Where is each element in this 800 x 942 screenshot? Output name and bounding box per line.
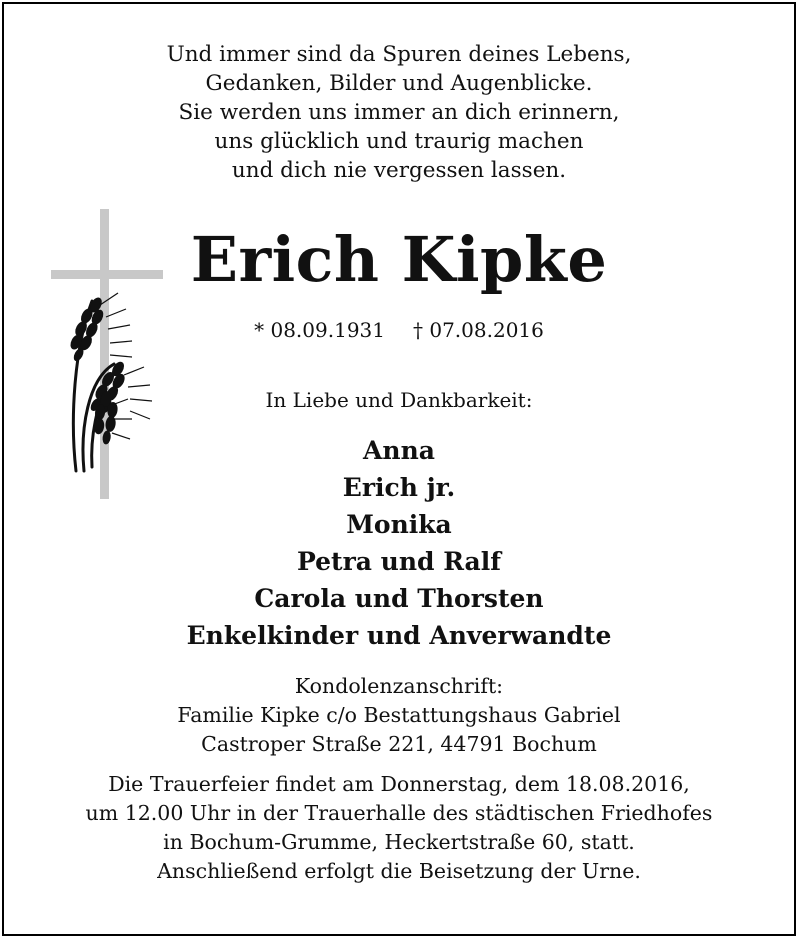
verse-line: und dich nie vergessen lassen. <box>231 158 567 183</box>
condolence-line: Castroper Straße 221, 44791 Bochum <box>201 732 597 756</box>
family-member: Erich jr. <box>342 473 456 502</box>
deceased-name: Erich Kipke <box>190 223 608 296</box>
obituary-notice <box>2 2 796 936</box>
family-member: Monika <box>346 510 452 539</box>
ceremony-line: Die Trauerfeier findet am Donnerstag, dem 18.08.2016, <box>108 772 690 796</box>
ceremony-line: in Bochum-Grumme, Heckertstraße 60, statt. <box>163 830 635 854</box>
verse-line: Und immer sind da Spuren deines Lebens, <box>166 42 632 67</box>
death-date: † 07.08.2016 <box>413 318 544 342</box>
verse-line: Gedanken, Bilder und Augenblicke. <box>205 71 593 96</box>
family-member: Anna <box>363 436 435 465</box>
verse-line: uns glücklich und traurig machen <box>214 129 584 154</box>
condolence-line: Familie Kipke c/o Bestattungshaus Gabriel <box>177 703 621 727</box>
ceremony-line: um 12.00 Uhr in der Trauerhalle des städtischen Friedhofes <box>85 801 713 825</box>
memorial-verse <box>4 40 794 185</box>
ceremony-line: Anschließend erfolgt die Beisetzung der Urne. <box>157 859 641 883</box>
verse-line: Sie werden uns immer an dich erinnern, <box>178 100 620 125</box>
birth-date: * 08.09.1931 <box>254 318 385 342</box>
family-member: Carola und Thorsten <box>254 584 544 613</box>
thanks-line: In Liebe und Dankbarkeit: <box>265 388 533 412</box>
ceremony-info <box>4 770 794 886</box>
life-dates <box>4 316 794 344</box>
condolence-heading: Kondolenzanschrift: <box>294 674 504 698</box>
family-member: Enkelkinder und Anverwandte <box>186 621 612 650</box>
condolence-address <box>4 672 794 759</box>
family-list <box>4 432 794 654</box>
family-member: Petra und Ralf <box>297 547 501 576</box>
